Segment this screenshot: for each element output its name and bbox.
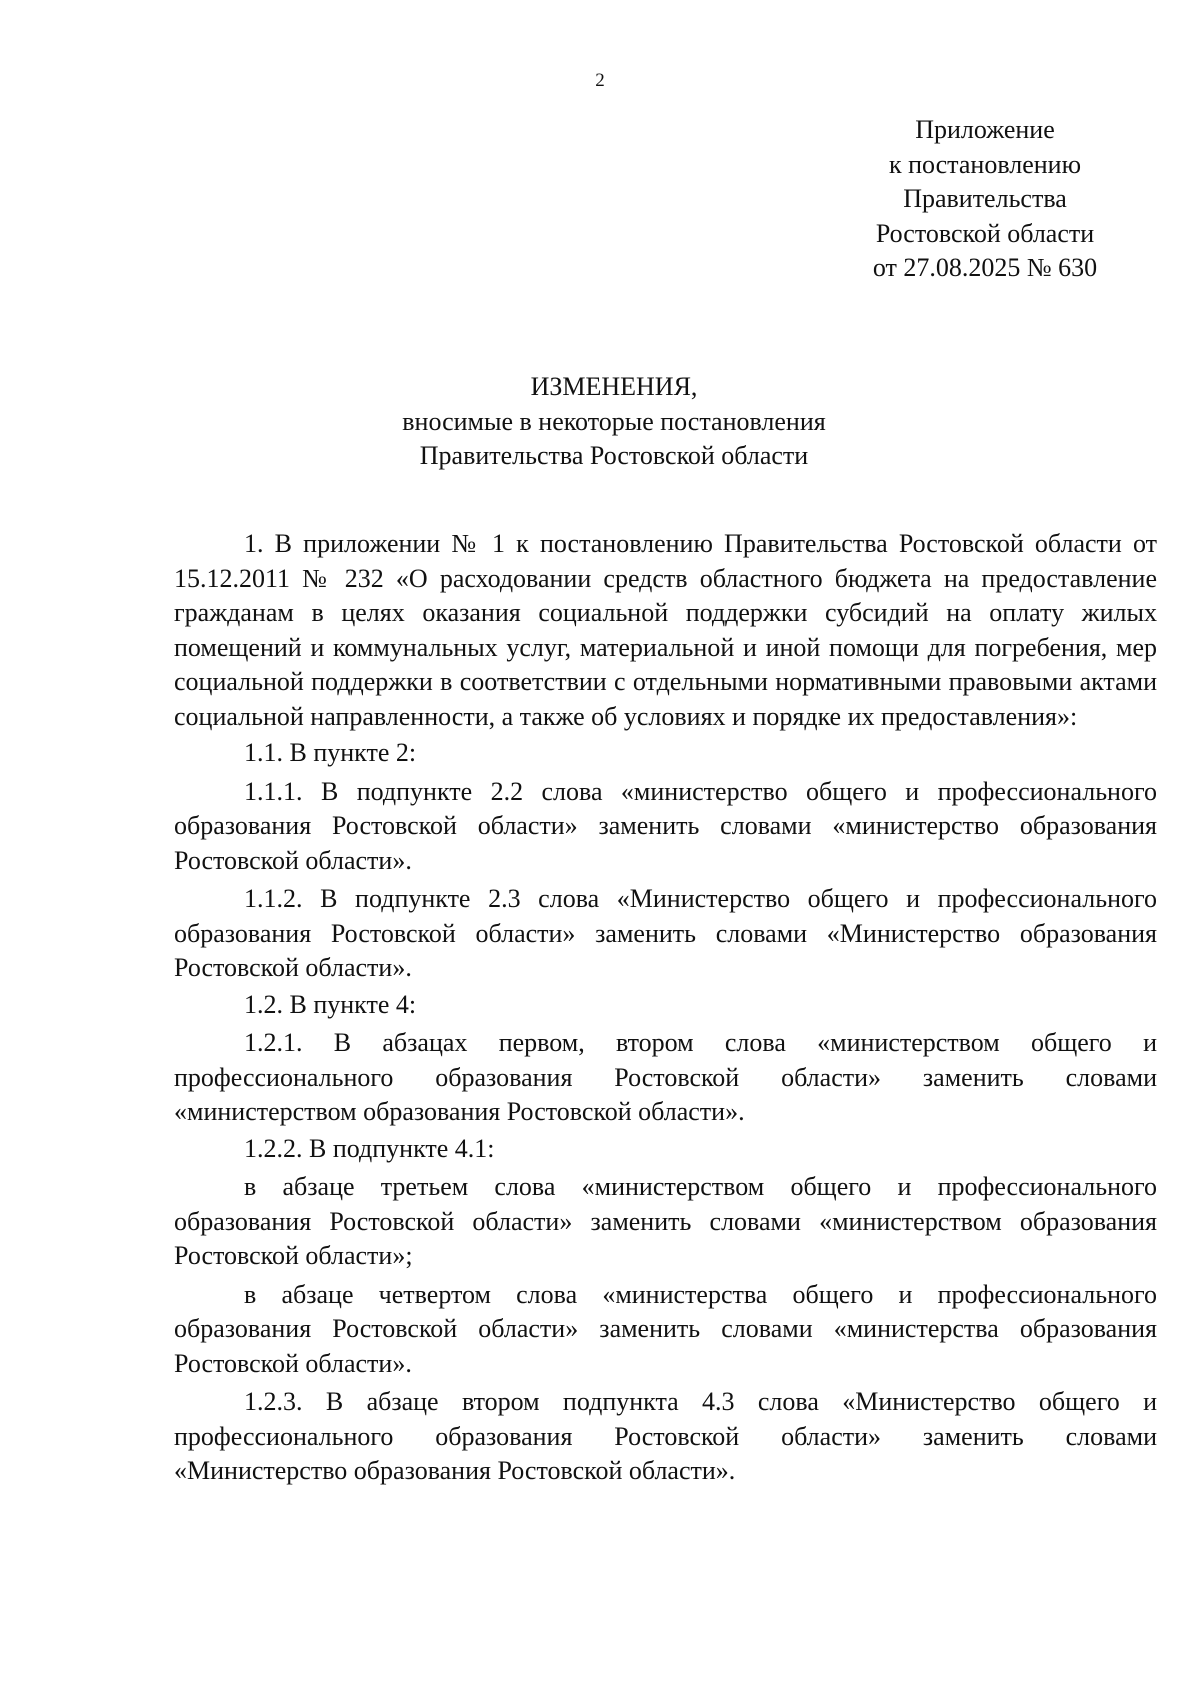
paragraph-1-2-2: 1.2.2. В подпункте 4.1: bbox=[244, 1133, 495, 1163]
appendix-line: к постановлению bbox=[888, 149, 1082, 179]
title-block bbox=[0, 370, 1200, 474]
paragraph-abzac-3: в абзаце третьем слова «министерством общего и профессионального образования Ростовской области» заменить словами «министерством образования Ростовской области»; bbox=[174, 1172, 1164, 1270]
paragraph-1-2-3: 1.2.3. В абзаце втором подпункта 4.3 слова «Министерство общего и профессионального образования Ростовской области» заменить словами «Министерство образования Ростовской области». bbox=[174, 1387, 1164, 1485]
paragraph-1-2: 1.2. В пункте 4: bbox=[244, 989, 417, 1019]
document-title: ИЗМЕНЕНИЯ, bbox=[530, 372, 698, 401]
document-subtitle: вносимые в некоторые постановления bbox=[402, 406, 826, 436]
paragraph-1-1-2: 1.1.2. В подпункте 2.3 слова «Министерство общего и профессионального образования Ростовской области» заменить словами «Министерство образования Ростовской области». bbox=[174, 884, 1164, 982]
appendix-line: от 27.08.2025 № 630 bbox=[872, 253, 1098, 282]
paragraph-1-1: 1.1. В пункте 2: bbox=[244, 738, 417, 767]
page-number: 2 bbox=[595, 70, 605, 91]
appendix-block bbox=[820, 113, 1150, 286]
document-subtitle: Правительства Ростовской области bbox=[419, 441, 809, 470]
appendix-line: Ростовской области bbox=[875, 218, 1095, 248]
document-body bbox=[174, 527, 1164, 1489]
paragraph-1: 1. В приложении № 1 к постановлению Правительства Ростовской области от 15.12.2011 № 232 «О расходовании средств областного бюджета на предоставление гражданам в целях оказания социальной поддержки субсидий на оплату жилых помещений и коммунальных услуг, материальной и иной помощи для погребения, мер социальной поддержки в соответствии с отдельными нормативными правовыми актами социальной направленности, а также об условиях и порядке их предоставления»: bbox=[174, 529, 1164, 731]
paragraph-abzac-4: в абзаце четвертом слова «министерства общего и профессионального образования Ростовской области» заменить словами «министерства образования Ростовской области». bbox=[174, 1279, 1164, 1378]
appendix-line: Приложение bbox=[915, 115, 1055, 144]
paragraph-1-1-1: 1.1.1. В подпункте 2.2 слова «министерство общего и профессионального образования Ростовской области» заменить словами «министерство образования Ростовской области». bbox=[174, 776, 1164, 875]
paragraph-1-2-1: 1.2.1. В абзацах первом, втором слова «министерством общего и профессионального образования Ростовской области» заменить словами «министерством образования Ростовской области». bbox=[174, 1028, 1164, 1126]
appendix-line: Правительства bbox=[903, 184, 1067, 213]
